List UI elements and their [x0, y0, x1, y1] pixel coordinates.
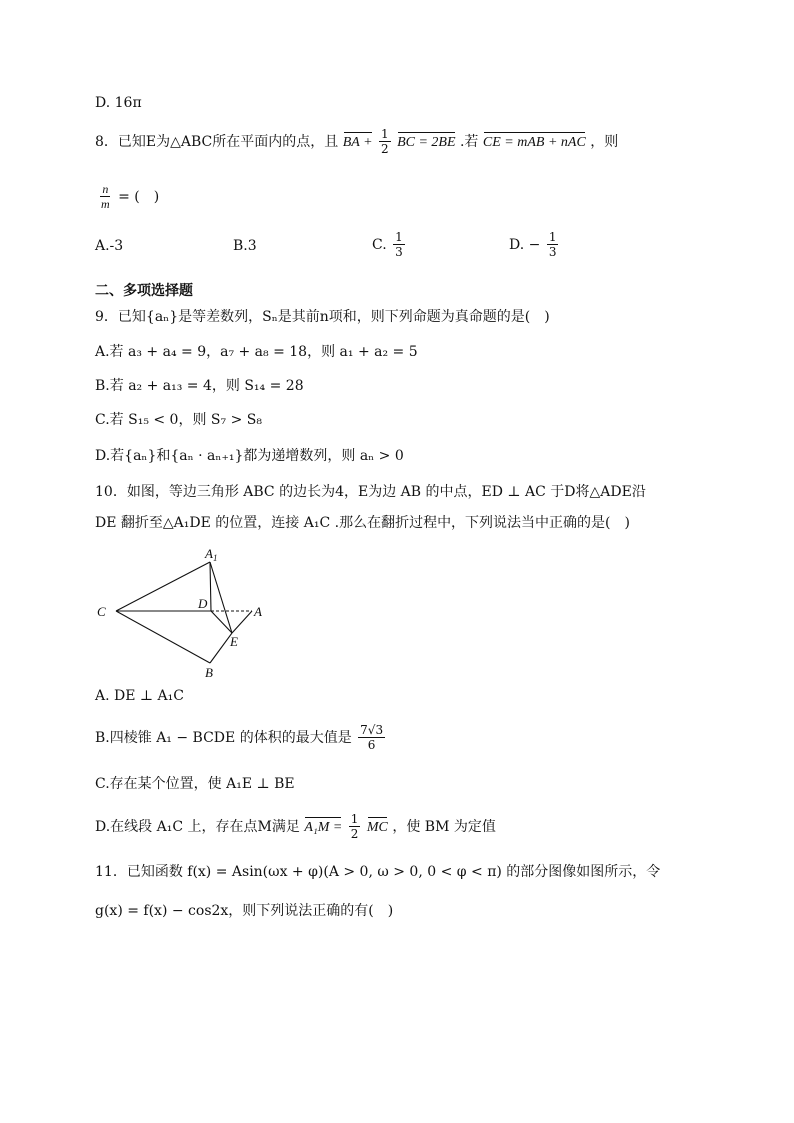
q9-option-b: B.若 a₂ + a₁₃ = 4，则 S₁₄ = 28: [95, 378, 304, 394]
q8-option-b: B.3: [233, 238, 257, 254]
q10-option-d: [95, 812, 496, 842]
label-d: D: [198, 596, 208, 611]
q10-option-a: A. DE ⊥ A₁C: [95, 688, 184, 704]
label-a1: $A_1$: [205, 546, 218, 563]
edge-c-a1: [116, 562, 210, 611]
q8-ratio-num: n: [102, 182, 109, 196]
q8-ratio-line: [97, 182, 159, 212]
q10-option-b-num: 7√3: [360, 723, 384, 737]
q8-stem: [95, 127, 618, 157]
label-a: A: [254, 604, 262, 619]
q8-prefix: 8．已知E为△ABC所在平面内的点，且: [95, 133, 339, 150]
q10-option-d-suffix: ，使 BM 为定值: [392, 818, 496, 835]
q10-option-d-vec-right: MC: [366, 819, 388, 835]
q9-option-c: C.若 S₁₅ < 0，则 S₇ > S₈: [95, 412, 262, 428]
q10-stem-line1: 10．如图，等边三角形 ABC 的边长为4，E为边 AB 的中点，ED ⊥ AC 于D将△ADE沿: [95, 484, 646, 500]
q10-option-b-frac: [358, 723, 385, 753]
label-b: B: [205, 665, 213, 680]
q10-option-d-prefix: D.在线段 A₁C 上，存在点M满足: [95, 818, 300, 835]
q11-stem-line2: g(x) = f(x) − cos2x，则下列说法正确的有( ): [95, 903, 394, 919]
q8-option-c-frac: [393, 230, 405, 260]
edge-c-b: [116, 611, 210, 663]
q10-figure: [92, 544, 272, 684]
q8-ratio-den: m: [101, 197, 110, 212]
q10-option-b-den: 6: [367, 738, 376, 753]
edge-e-b: [210, 633, 232, 663]
q8-option-c: [372, 230, 407, 260]
section-title: 二、多项选择题: [95, 283, 193, 299]
q8-vector-eq-1: BA +: [342, 134, 373, 150]
q10-option-d-den: 2: [350, 827, 359, 842]
q8-fraction-half: [379, 127, 391, 157]
q8-option-d-prefix: D. −: [509, 236, 541, 253]
q8-option-d-num: 1: [548, 230, 557, 244]
label-c: C: [97, 604, 106, 619]
q8-option-d: [509, 230, 560, 260]
q10-option-c: C.存在某个位置，使 A₁E ⊥ BE: [95, 776, 295, 792]
q9-option-d: D.若{aₙ}和{aₙ · aₙ₊₁}都为递增数列，则 aₙ > 0: [95, 448, 404, 464]
q9-option-a: A.若 a₃ + a₄ = 9，a₇ + a₈ = 18，则 a₁ + a₂ = 5: [95, 344, 418, 360]
q10-option-d-vec-left: A₁M =: [304, 819, 343, 835]
q8-option-d-frac: [547, 230, 559, 260]
q8-option-a: A.-3: [95, 238, 124, 254]
q8-vector-eq-3: CE = mAB + nAC: [482, 134, 586, 150]
q8-vector-eq-2: BC = 2BE: [397, 134, 456, 150]
q8-option-d-den: 3: [548, 245, 557, 260]
q8-option-c-num: 1: [395, 230, 403, 244]
q8-fraction-num: 1: [380, 127, 389, 141]
q8-ratio-tail: = ( ): [118, 188, 160, 205]
q8-suffix: ，则: [590, 133, 619, 150]
q8-option-c-den: 3: [395, 245, 403, 260]
q8-mid-text: .若: [459, 133, 479, 150]
q10-stem-line2: DE 翻折至△A₁DE 的位置，连接 A₁C .那么在翻折过程中，下列说法当中正确的是( ): [95, 515, 630, 531]
label-e: E: [230, 634, 238, 649]
q7-option-d: D. 16π: [95, 95, 142, 111]
q10-option-d-num: 1: [350, 812, 359, 826]
q8-option-c-prefix: C.: [372, 236, 387, 253]
q8-ratio-fraction: [99, 182, 112, 212]
edge-a1-e: [210, 562, 232, 633]
q10-option-d-frac: [349, 812, 361, 842]
q9-stem: 9．已知{aₙ}是等差数列，Sₙ是其前n项和，则下列命题为真命题的是( ): [95, 309, 550, 325]
q10-option-b-text: B.四棱锥 A₁ − BCDE 的体积的最大值是: [95, 729, 352, 746]
edge-a1-d: [210, 562, 211, 611]
q11-stem-line1: 11．已知函数 f(x) = Asin(ωx + φ)(A > 0, ω > 0, 0 < φ < π) 的部分图像如图所示，令: [95, 864, 661, 880]
q10-option-b: [95, 723, 387, 753]
q8-fraction-den: 2: [380, 142, 389, 157]
edge-e-a: [232, 611, 252, 633]
